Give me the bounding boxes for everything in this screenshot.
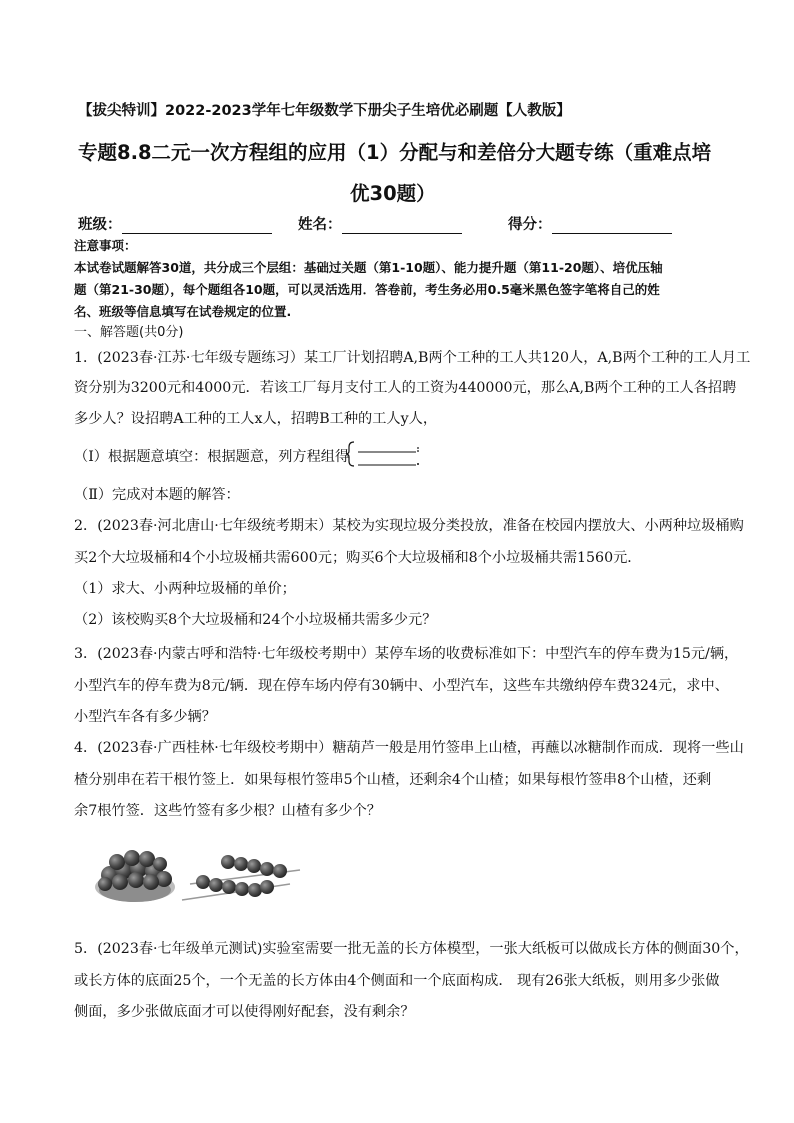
- score-blank[interactable]: [552, 218, 672, 234]
- q1-line2: 资分别为3200元和4000元．若该工厂每月支付工人的工资为440000元，那么A,B两个工种的工人各招聘: [74, 380, 737, 396]
- notice-line2: 题（第21-30题），每个题组各10题，可以灵活选用．答卷前，考生务必用0.5毫米黑色签字笔将自己的姓: [74, 282, 660, 297]
- series-header: 【拔尖特训】2022-2023学年七年级数学下册尖子生培优必刷题【人教版】: [78, 103, 571, 119]
- q5-line3: 侧面，多少张做底面才可以使得刚好配套，没有剩余？: [74, 1004, 415, 1020]
- equation-system-blank[interactable]: [346, 440, 426, 468]
- page-title-line1: 专题8.8二元一次方程组的应用（1）分配与和差倍分大题专练（重难点培: [78, 141, 712, 164]
- notice-line3: 名、班级等信息填写在试卷规定的位置.: [74, 304, 292, 319]
- class-field: [78, 213, 272, 234]
- q3-line3: 小型汽车各有多少辆？: [74, 709, 216, 725]
- page-title-line2: 优30题）: [350, 182, 436, 205]
- notice-title: 注意事项：: [74, 238, 137, 253]
- q4-line2: 楂分别串在若干根竹签上．如果每根竹签串5个山楂，还剩余4个山楂；如果每根竹签串8个山楂，还剩: [74, 772, 712, 788]
- q1-line3: 多少人？设招聘A工种的工人x人，招聘B工种的工人y人，: [74, 411, 438, 427]
- class-label: 班级：: [78, 217, 122, 233]
- q5-line2: 或长方体的底面25个，一个无盖的长方体由4个侧面和一个底面构成． 现有26张大纸板，则用多少张做: [74, 973, 720, 989]
- class-blank[interactable]: [122, 218, 272, 234]
- q4-line3: 余7根竹签．这些竹签有多少根？山楂有多少个？: [74, 803, 381, 819]
- score-label: 得分：: [508, 217, 552, 233]
- section-heading: 一、解答题(共0分): [74, 325, 184, 340]
- q1-part2: （Ⅱ）完成对本题的解答：: [74, 487, 240, 503]
- q2-sub2: （2）该校购买8个大垃圾桶和24个小垃圾桶共需多少元？: [74, 612, 437, 628]
- q4-line1: 4．(2023春·广西桂林·七年级校考期中）糖葫芦一般是用竹签串上山楂，再蘸以冰糖制作而成．现将一些山: [74, 740, 744, 756]
- name-field: [298, 213, 462, 234]
- q3-line2: 小型汽车的停车费为8元/辆．现在停车场内停有30辆中、小型汽车，这些车共缴纳停车费324元，求中、: [74, 678, 729, 694]
- q2-line2: 买2个大垃圾桶和4个小垃圾桶共需600元；购买6个大垃圾桶和8个小垃圾桶共需1560元．: [74, 550, 642, 566]
- q5-line1: 5．(2023春·七年级单元测试)实验室需要一批无盖的长方体模型，一张大纸板可以做成长方体的侧面30个，: [74, 941, 749, 957]
- tanghulu-skewers: [182, 855, 300, 900]
- q1-part1: （Ⅰ）根据题意填空：根据题意，列方程组得: [74, 449, 350, 465]
- q3-line1: 3．(2023春·内蒙古呼和浩特·七年级校考期中）某停车场的收费标准如下：中型汽车的停车费为15元/辆，: [74, 646, 739, 662]
- hawthorn-bowl: [95, 850, 175, 902]
- q1-line1: 1．(2023春·江苏·七年级专题练习）某工厂计划招聘A,B两个工种的工人共120人，A,B两个工种的工人月工: [74, 350, 751, 366]
- score-field: [508, 213, 672, 234]
- q2-sub1: （1）求大、小两种垃圾桶的单价；: [74, 581, 296, 597]
- name-label: 姓名：: [298, 217, 342, 233]
- name-blank[interactable]: [342, 218, 462, 234]
- q2-line1: 2．(2023春·河北唐山·七年级统考期末）某校为实现垃圾分类投放，准备在校园内摆放大、小两种垃圾桶购: [74, 518, 744, 534]
- tanghulu-illustration: [90, 840, 310, 915]
- notice-line1: 本试卷试题解答30道，共分成三个层组：基础过关题（第1-10题）、能力提升题（第11-20题）、培优压轴: [74, 260, 663, 275]
